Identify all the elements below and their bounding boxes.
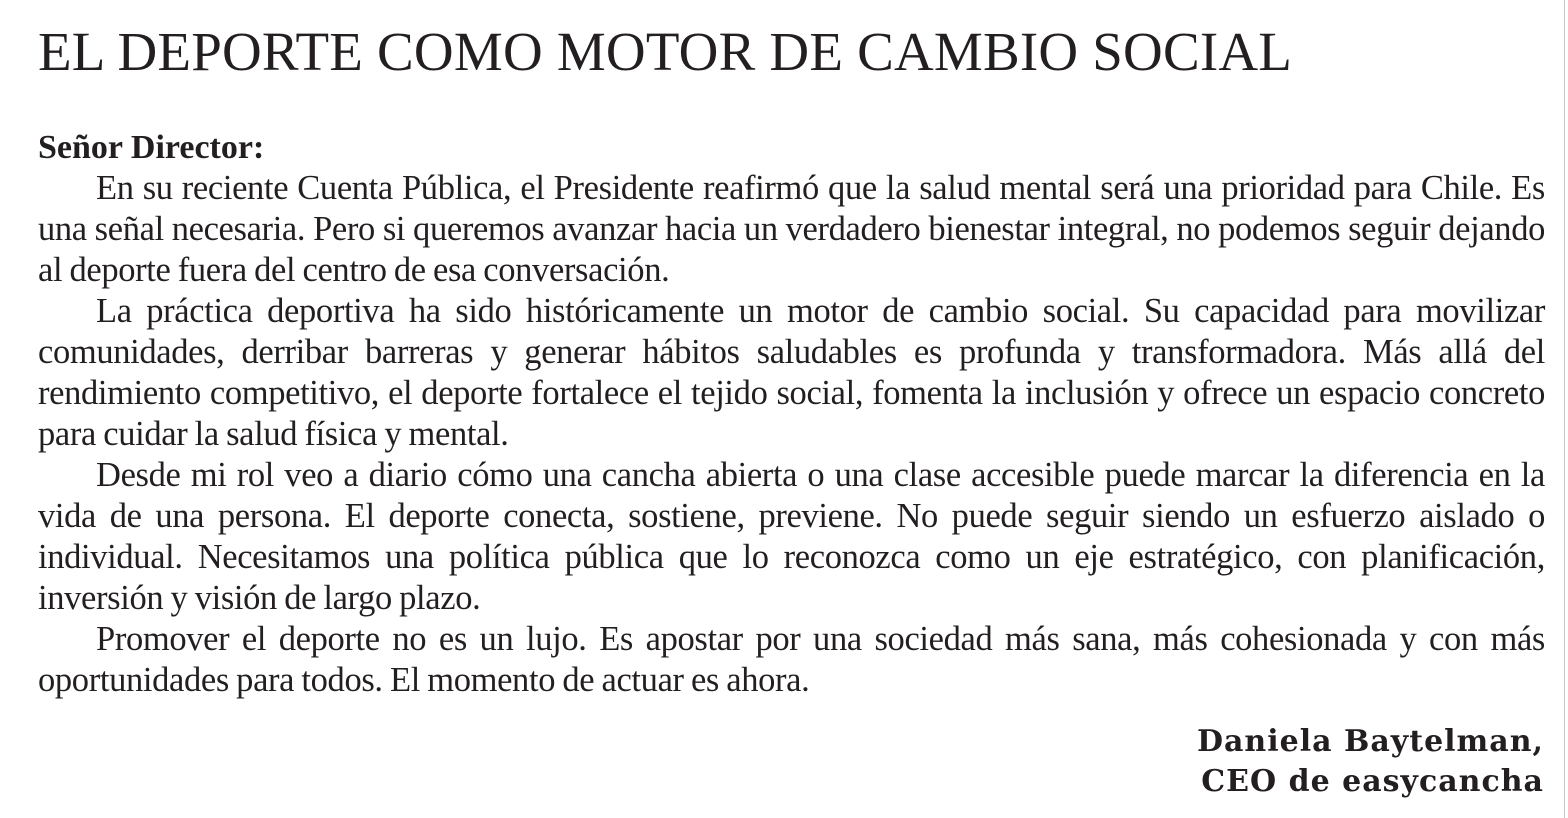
paragraph-1: En su reciente Cuenta Pública, el Presidente reafirmó que la salud mental será una prioridad para Chile. Es una señal necesaria. Pero si queremos avanzar hacia un verdadero bienestar integral, no podemos seguir dejando al deporte fuera del centro de esa conversación. xyxy=(38,169,1545,289)
letter-body xyxy=(38,168,1545,701)
paragraph-3: Desde mi rol veo a diario cómo una cancha abierta o una clase accesible puede marcar la diferencia en la vida de una persona. El deporte conecta, sostiene, previene. No puede seguir siendo un esfuerzo aislado o individual. Necesitamos una política pública que lo reconozca como un eje estratégico, con planificación, inversión y visión de largo plazo. xyxy=(38,456,1545,617)
signature-role: CEO de easycancha xyxy=(1201,764,1544,799)
column-rule xyxy=(1564,0,1565,818)
letter-to-editor xyxy=(38,0,1545,701)
headline: EL DEPORTE COMO MOTOR DE CAMBIO SOCIAL xyxy=(38,21,1293,82)
signature-block xyxy=(1197,722,1544,802)
paragraph-4: Promover el deporte no es un lujo. Es apostar por una sociedad más sana, más cohesionada y con más oportunidades para todos. El momento de actuar es ahora. xyxy=(38,620,1545,699)
salutation: Señor Director: xyxy=(38,129,265,166)
paragraph-2: La práctica deportiva ha sido históricamente un motor de cambio social. Su capacidad para movilizar comunidades, derribar barreras y generar hábitos saludables es profunda y transformadora. Más allá del rendimiento competitivo, el deporte fortalece el tejido social, fomenta la inclusión y ofrece un espacio concreto para cuidar la salud física y mental. xyxy=(38,292,1545,453)
signature-name: Daniela Baytelman, xyxy=(1196,724,1544,759)
